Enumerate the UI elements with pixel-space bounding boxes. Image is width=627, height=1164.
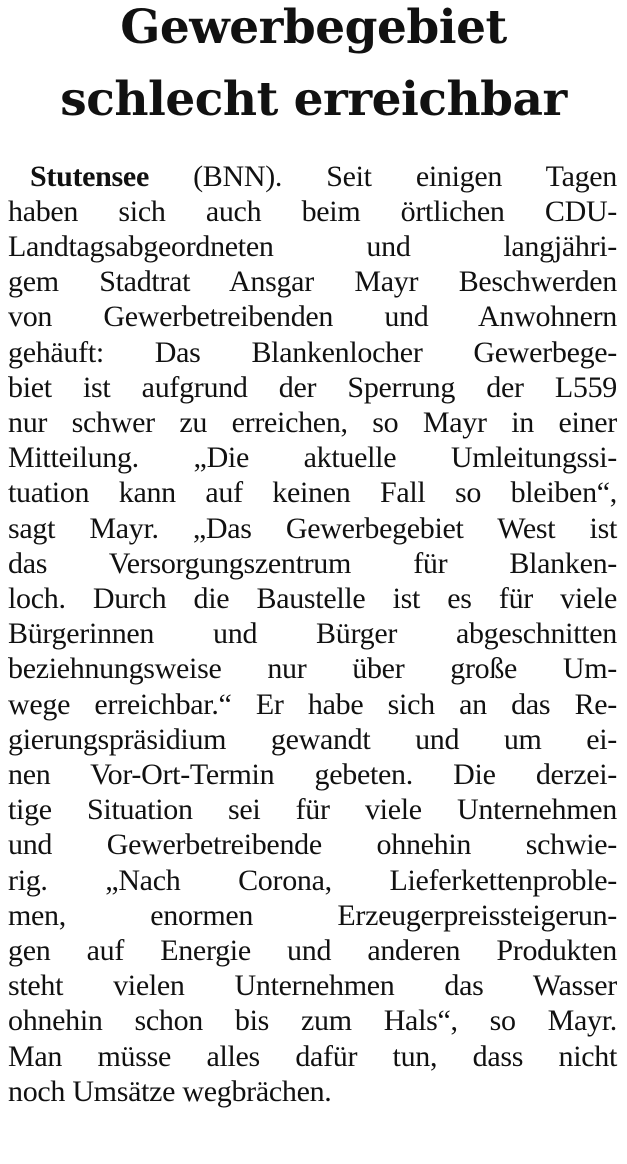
body-text-line: steht vielen Unternehmen das Wasser: [8, 969, 617, 1002]
body-text-line: nen Vor-Ort-Termin gebeten. Die derzei-: [8, 758, 617, 791]
body-text-line: ohnehin schon bis zum Hals“, so Mayr.: [8, 1004, 617, 1037]
body-text-line: tuation kann auf keinen Fall so bleiben“,: [8, 476, 617, 509]
body-text-line: gen auf Energie und anderen Produkten: [8, 934, 617, 967]
body-text-fragment: (BNN). Seit einigen Tagen: [148, 160, 617, 193]
body-text-line: gierungspräsidium gewandt und um ei-: [8, 723, 617, 756]
body-text-line: und Gewerbetreibende ohnehin schwie-: [8, 828, 617, 861]
dateline: Stutensee: [30, 160, 149, 193]
body-text-line: sagt Mayr. „Das Gewerbegebiet West ist: [8, 512, 617, 545]
body-text-line: biet ist aufgrund der Sperrung der L559: [8, 371, 617, 404]
body-text-line: gehäuft: Das Blankenlocher Gewerbege-: [8, 336, 617, 369]
body-text-line: von Gewerbetreibenden und Anwohnern: [8, 300, 617, 333]
body-text-line: Landtagsabgeordneten und langjähri-: [8, 230, 617, 263]
body-text-line: men, enormen Erzeugerpreissteigerun-: [8, 899, 617, 932]
body-text-line: Bürgerinnen und Bürger abgeschnitten: [8, 617, 617, 650]
body-text-line: noch Umsätze wegbrächen.: [8, 1075, 332, 1108]
body-text-line: [30, 160, 617, 194]
body-text-line: haben sich auch beim örtlichen CDU-: [8, 195, 617, 228]
body-text-line: tige Situation sei für viele Unternehmen: [8, 793, 617, 826]
body-text-line: nur schwer zu erreichen, so Mayr in einer: [8, 406, 617, 439]
body-text-line: rig. „Nach Corona, Lieferkettenproble-: [8, 864, 617, 897]
body-text-line: loch. Durch die Baustelle ist es für viele: [8, 582, 617, 615]
body-text-line: beziehnungsweise nur über große Um-: [8, 652, 617, 685]
body-text-line: gem Stadtrat Ansgar Mayr Beschwerden: [8, 265, 617, 298]
body-text-line: das Versorgungszentrum für Blanken-: [8, 547, 617, 580]
headline-line-1: Gewerbegebiet: [120, 0, 507, 55]
body-text-line: wege erreichbar.“ Er habe sich an das Re-: [8, 688, 617, 721]
headline-line-2: schlecht erreichbar: [60, 72, 567, 127]
body-text-line: Mitteilung. „Die aktuelle Umleitungssi-: [8, 441, 617, 474]
body-text-line: Man müsse alles dafür tun, dass nicht: [8, 1040, 617, 1073]
